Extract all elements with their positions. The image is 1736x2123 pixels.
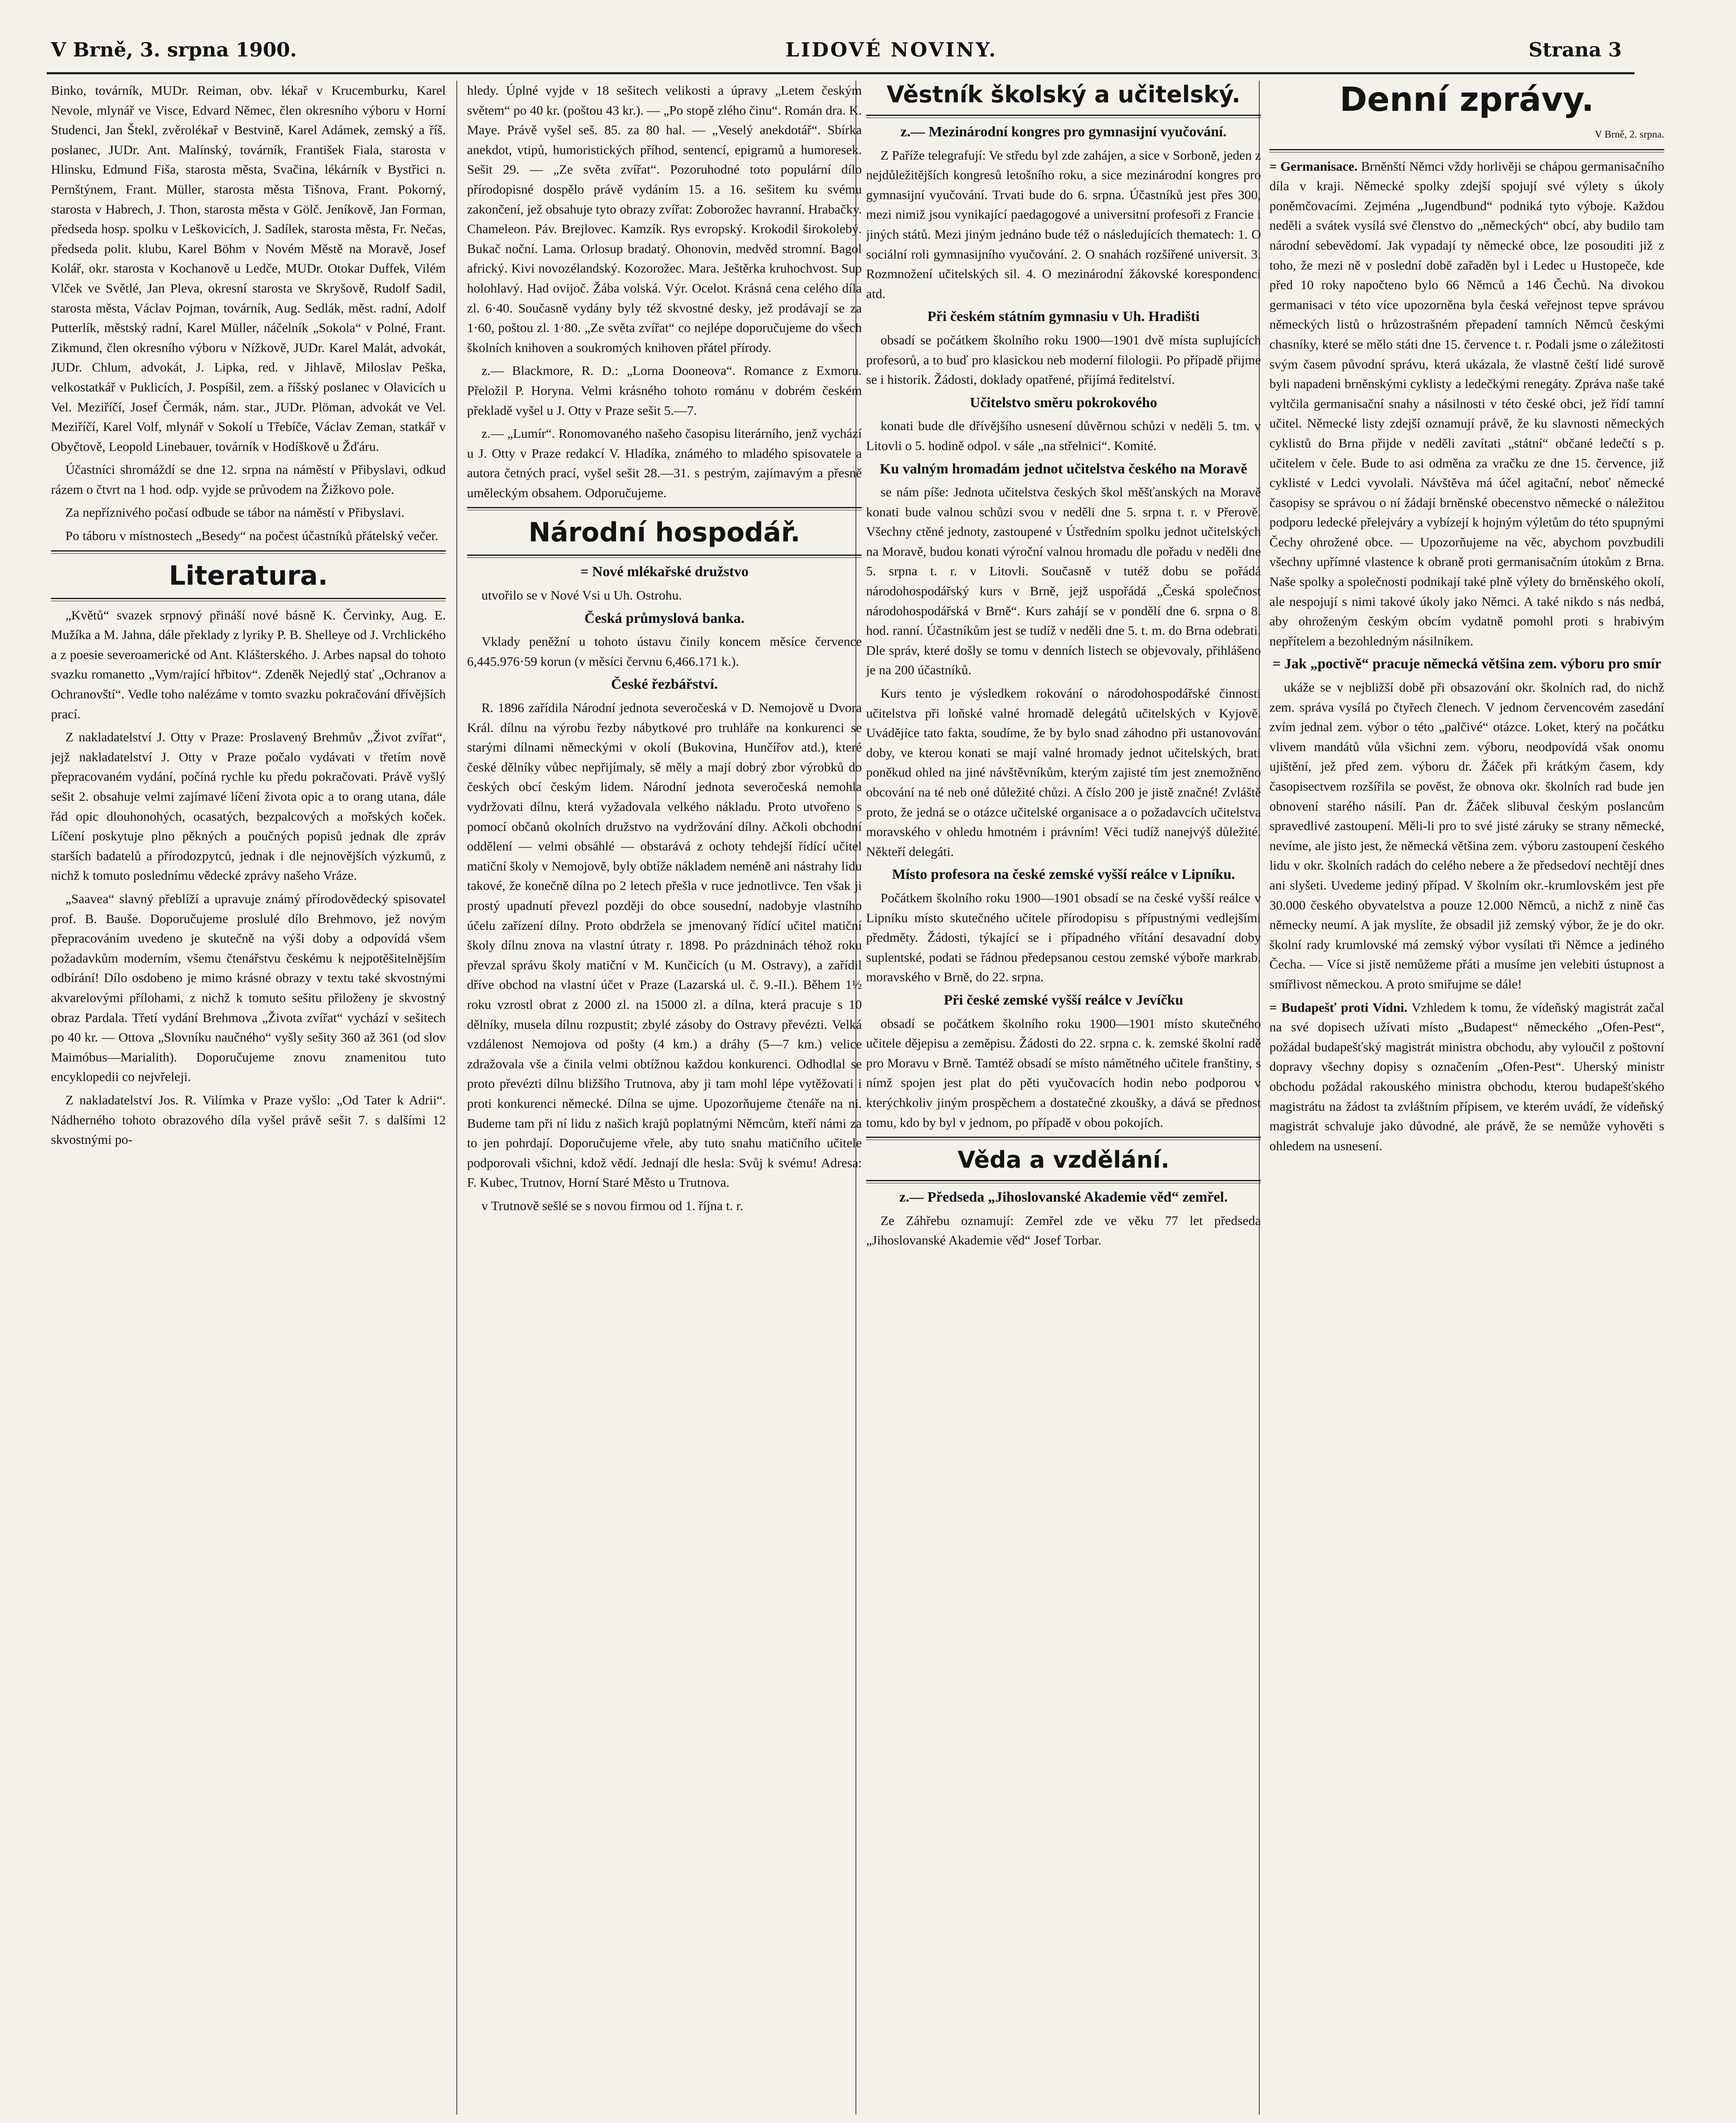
section-rule [866, 115, 1261, 118]
column-2 [467, 81, 862, 2119]
article-heading: z.— Předseda „Jihoslovanské Akademie věd“ zemřel. [899, 1189, 1228, 1205]
article-paragraph: obsadí se počátkem školního roku 1900—1901 dvě místa suplujících profesorů, a to buď pro klasickou neb moderní filologii. Po případě přijme se i historik. Žádosti, doklady opatřené, přijímá ředitelství. [866, 332, 1261, 387]
article-paragraph: z.— Blackmore, R. D.: „Lorna Dooneova“. Romance z Exmoru. Přeložil P. Horyna. Velmi krásného tohoto románu v dobrém českém překladě vyšel u J. Otty v Praze sešit 5.—7. [467, 363, 862, 418]
section-rule [467, 507, 862, 510]
masthead-rule [47, 72, 1635, 74]
article-heading: = Germanisace. [1269, 158, 1358, 174]
article-heading: Ku valným hromadám jednot učitelstva českého na Moravě [880, 461, 1247, 477]
article-paragraph: se nám píše: Jednota učitelstva českých škol měšťanských na Moravě konati bude valnou schůzi svou v neděli dne 5. srpna t. r. v Přerově. Všechny ctěné jednoty, zastoupené v Ústředním spolku jednot učitelských na Moravě, budou konati výroční valnou hromadu dle pořadu v neděli dne 5. srpna t. r. v Litovli. Současně v tutéž dobu se pořádá národohospodářský kurs v Brně, jejž uspořádá „Česká společnost národohospodářská v Brně“. Kurs zahájí se v pondělí dne 6. srpna o 8. hod. ranní. Účastníkům jest se tudíž v neděli dne 5. t. m. do Brna odebrati. Dle správ, které došly se tomu v denních listech se objevovaly, přihlášeno je na 200 účastníků. [866, 484, 1261, 678]
article-paragraph: Kurs tento je výsledkem rokování o národohospodářské činnosti učitelstva při loňské valné hromadě delegátů učitelských v Kyjově. Uvádějíce tato fakta, soudíme, že by bylo snad záhodno při ustanovování doby, ve kterou konati se mají valné hromady jednot učitelských, brati poněkud ohled na jiné návštěvníkům, kterým zajisté tím jest znemožněno obcování na té neb oné důležité chůzi. A číslo 200 je jistě značné! Zvláště proto, že jedná se o otázce učitelské organisace a o požadavcích učitelstva moravského v ohledu hmotném i právním! Věci tudíž nanejvýš důležité. Někteří delegáti. [866, 686, 1261, 859]
article-paragraph: „Saavea“ slavný přeblíží a upravuje známý přírodovědecký spisovatel prof. B. Bauše. Doporučujeme proslulé dílo Brehmovo, jež novým přepracováním uvedeno je skutečně na výši doby a odpovídá všem požadavkům moderním, všemu čtenářstvu českému k nejpotěšitelnějším odbírání! Dílo osdobeno je mimo krásné obrazy v textu také skvostnými akvarelovými přílohami, z nichž k tomuto sešitu přiloženy je skvostný obraz Pardala. Třetí vydání Brehmova „Života zvířat“ vychází v sešitech po 40 kr. — Ottova „Slovníku naučného“ vyšly sešity 360 až 361 (od slov Maimóbus—Marialith). Doporučujeme znovu znamenitou tuto encyklopedii co nejvřeleji. [51, 891, 446, 1084]
article-heading: Učitelstvo směru pokrokového [970, 394, 1157, 411]
section-heading-vestnik: Věstník školský a učitelský. [886, 81, 1241, 108]
article-paragraph: Vzhledem k tomu, že vídeňský magistrát začal na své dopisech užívati místo „Budapest“ německého „Ofen-Pest“, požádal budapešťský magistrát ministra obchodu, aby vyloučil z poštovní dopravy všechny dopisy s označením „Ofen-Pest“. Uherský ministr obchodu požádal rakouského ministra obchodu, kterou budapešťského magistrátu na žádost ta zvláštním přípisem, ve kterém uvádí, že vídeňský magistrát schvaluje jako důvodné, ale právě, že se nemůže vyhověti s ohledem na usnesení. [1269, 1000, 1664, 1153]
section-heading-denni-zpravy: Denní zprávy. [1339, 81, 1594, 119]
article-heading-inline [1269, 157, 1664, 651]
article-paragraph: Z nakladatelství J. Otty v Praze: Proslavený Brehmův „Život zvířat“, jejž nakladatelství J. Otty v Praze počalo vydávati v třetím nově přepracovaném vydání, počíná rychle ku předu pokračovati. Právě vyšlý sešit 2. obsahuje velmi zajímavé líčení života opic a to orang utana, dále řád opic dlouhonohých, ocasatých, bezpalcových a mořských koček. Líčení poskytuje plno pěkných a poučných popisů jednak dle zpráv starších badatelů a přírodozpytců, jednak i dle nejnovějších výzkumů, z nichž k tomuto poslednímu vědecké zprávy našeho Vráze. [51, 729, 446, 883]
dateline: V Brně, 2. srpna. [1595, 129, 1664, 140]
masthead [51, 38, 1622, 68]
article-heading: České řezbářství. [611, 676, 718, 693]
section-rule [467, 555, 862, 558]
article-paragraph: ukáže se v nejbližší době při obsazování okr. školních rad, do nichž zem. správa vysílá po čtyřech členech. V jednom červencovém zasedání zvím jednal zem. výbor o této „palčivé“ otázce. Loket, který na počátku vlivem mandátů vůla všichni zem. výboru, neodpovídá však onomu ujištění, jež před zem. výboru dr. Žáček při krátkým časem, kdy časopisectvem rozšířila se pověst, že obnova okr. školních rad bude jen obnovení starého násilí. Pan dr. Žáček slibuval českým poslancům spravedlivé zastoupení. Měli-li pro to své jisté záruky se strany německé, nevíme, ale jisto jest, že německá většina zem. výboru zastoupení českého lidu v okr. školních radách do celého nebere a že předsedoví nechtějí dnes ani slyšeti. Uvedeme jediný případ. V školním okr.-krumlovském jest pře 30.000 českého obyvatelstva a pouze 12.000 Němců, a nichž z nině čas německy neumí. A jak myslíte, že obsadil již zemský výbor, že je do okr. školní rady krumlovské má zemský výbor vysílati tři Němce a jediného Čecha. — Více si jistě nemůžeme přáti a musíme jen velebiti ústupnost a smířlivost německou. A proto smiřujme se dále! [1269, 680, 1664, 991]
article-paragraph: Binko, továrník, MUDr. Reiman, obv. lékař v Krucemburku, Karel Nevole, mlynář ve Visce, Edvard Němec, člen okresního výboru v Horní Studenci, Jan Štekl, zvěrolékař v Bestvině, Karel Adámek, zemský a říš. poslanec, JUDr. Ant. Malínský, továrník, František Fiala, starosta v Hlinsku, Edmund Fiša, starosta města, Svačina, lékárník v Bystřici n. Pernštýnem, Frant. Müller, starosta města Tišnova, Frant. Pokorný, starosta v Habrech, J. Thon, starosta města v Gölč. Jeníkově, Jan Forman, předseda hosp. spolku v Leškovicích, J. Sadílek, starosta města, Fr. Nečas, předseda polit. klubu, Karel Böhm v Novém Městě na Moravě, Josef Kolář, okr. starosta v Kochanově u Ledče, MUDr. Otokar Duffek, Vilém Vlček ve Světlé, Jan Pleva, okresní starosta ve Skryšově, Rudolf Sadil, starosta města, Václav Pojman, továrník, Aug. Sedlák, měst. radní, Adolf Putterlík, městský radní, Karel Müller, náčelník „Sokola“ v Polné, Frant. Zikmund, člen okresního výboru v Nížkově, JUDr. Karel Malát, advokát, JUDr. Chlum, advokát, J. Lipka, red. v Jihlavě, Miloslav Peška, velkostatkář v Puklicích, J. Pospíšil, zem. a říšský poslanec v Olavicích u Vel. Meziříčí, Josef Čermák, nám. star., JUDr. Plöman, advokát ve Vel. Meziříčí, Karel Volf, mlynář v Sokolí u Třebíče, Václav Zeman, statkář v Obyčtově, Leopold Linebauer, továrník v Hodíškově u Žďáru. [51, 83, 446, 454]
article-heading: = Budapešť proti Vídni. [1269, 1000, 1407, 1015]
article-heading: z.— Mezinárodní kongres pro gymnasijní vyučování. [900, 124, 1227, 140]
section-rule [1269, 149, 1664, 152]
article-heading-inline [1269, 998, 1664, 1156]
article-paragraph: z.— „Lumír“. Ronomovaného našeho časopisu literárního, jenž vychází u J. Otty v Praze redakcí V. Hladíka, známého to mladého spisovatele a autora četných prací, vyšel sešit 28.—31. s pestrým, zajímavým a přesně uměleckým obsahem. Odporučujeme. [467, 426, 862, 500]
section-rule [51, 550, 446, 554]
column-divider [456, 81, 457, 2115]
masthead-page-number: Strana 3 [1528, 38, 1622, 61]
section-heading-narodni-hospodar: Národní hospodář. [528, 517, 801, 548]
section-rule [51, 598, 446, 601]
article-paragraph: Z Paříže telegrafují: Ve středu byl zde zahájen, a sice v Sorboně, jeden z nejdůležitějších kongresů letošního roku, a sice mezinárodní kongres pro gymnasijní vyučování. Trvati bude do 6. srpna. Účastníků jest přes 300, mezi nimiž jsou vynikající paedagogové a universitní profesoři z Francie i jiných států. Mezi jiným jednáno bude též o následujících thematech: 1. O sociální roli gymnasijního vyučování. 2. O snahách rozšířené universit. 3. Rozmnožení učitelských sil. 4. O mezinárodní žákovské korespondenci atd. [866, 147, 1261, 301]
section-rule [866, 1180, 1261, 1183]
article-heading: = Jak „poctivě“ pracuje německá většina zem. výboru pro smír [1272, 656, 1661, 672]
article-paragraph: Vklady peněžní u tohoto ústavu činily koncem měsíce července 6,445.976·59 korun (v měsíci červnu 6,466.171 k.). [467, 634, 862, 669]
masthead-title: LIDOVÉ NOVINY. [785, 38, 998, 61]
article-paragraph: hledy. Úplné vyjde v 18 sešitech velikosti a úpravy „Letem českým světem“ po 40 kr. (poštou 43 kr.). — „Po stopě zlého činu“. Román dra. K. Maye. Právě vyšel seš. 85. za 80 hal. — „Veselý anekdotář“. Sbírka anekdot, vtipů, humoristických příhod, sentencí, epigramů a humoresek. Sešit 29. — „Ze světa zvířat“. Pozoruhodné toto populární dílo přírodopisné dospělo právě vydáním 15. a 16. sešitem ku svému zakončení, jež obsahuje tyto obrazy zvířat: Zoborožec havranní. Hrabačky. Chameleon. Páv. Brejlovec. Kamzík. Rys evropský. Krokodil širokolebý. Bukač noční. Lama. Orlosup bradatý. Ohonovin, medvěd stromní. Bagol africký. Kivi novozélandský. Kozorožec. Mara. Ještěrka kruhochvost. Sup holohlavý. Had ovijoč. Žába volská. Výr. Ocelot. Krásná cena celého díla zl. 6·40. Současně vydány byly též skvostné desky, jež prodávají se za 1·60, poštou zl. 1·80. „Ze světa zvířat“ co nejlépe doporučujeme do všech školních knihoven a soukromých knihoven přátel přírody. [467, 83, 862, 355]
article-paragraph: „Květů“ svazek srpnový přináší nové básně K. Červinky, Aug. E. Mužíka a M. Jahna, dále překlady z lyriky P. B. Shelleye od J. Vrchlického a z poesie severoamerické od Ant. Klášterského. J. Arbes napsal do tohoto svazku romanetto „Vym/rající hřbitov“. Zdeněk Nejedlý stať „Ochranov a Ochranovští“. Vedle toho nalézáme v tomto svazku pokračování dřívějších prací. [51, 607, 446, 721]
article-paragraph: Účastníci shromáždí se dne 12. srpna na náměstí v Přibyslavi, odkud rázem o čtvrt na 1 hod. odp. vyjde se průvodem na Žižkovo pole. [51, 462, 446, 497]
article-heading: Při české zemské vyšší reálce v Jevíčku [943, 992, 1183, 1008]
article-paragraph: obsadí se počátkem školního roku 1900—1901 místo skutečného učitele dějepisu a zeměpisu. Žádosti do 22. srpna c. k. zemské školní radě pro Moravu v Brně. Tamtéž obsadí se místo námětného učitele franštiny, s nímž spojen jest plat do pěti vyučovacích hodin nebo podporou v kterýchkoliv jiným prospěchem a dostatečné zkoušky, a dává se přednost tomu, kdo by byl v jednom, po případě v obou pokojích. [866, 1016, 1261, 1130]
masthead-date: V Brně, 3. srpna 1900. [51, 38, 297, 61]
article-heading: Místo profesora na české zemské vyšší reálce v Lipníku. [892, 867, 1235, 883]
article-heading: = Nové mlékařské družstvo [580, 564, 749, 580]
column-3 [866, 81, 1261, 2119]
column-4 [1269, 81, 1664, 2119]
column-1 [51, 81, 446, 2119]
article-paragraph: Brněnští Němci vždy horlivěji se chápou germanisačního díla v kraji. Německé spolky zdejší spojují své výlety s úkoly poněmčovacími. Zejména „Jugendbund“ podniká tyto výboje. Každou neděli a svátek vysílá své členstvo do „německých“ obcí, aby budilo tam národní sebevědomí. Jak vypadají ty německé obce, lze posouditi již z toho, že mezi ně v poslední době zařaděn byl i Ledec u Hustopeče, kde před 10 roky napočteno bylo 66 Němců a 146 Čechů. Na divokou germanisaci v této více upozorněna byla česká veřejnost tepve správou německých listů o hrůzostrašném přepadení tamních Němců českými chasníky, které se mělo státi dne 15. července t. r. Podali jsme o záležitosti svým časem původní správu, která ukázala, že vlastně čeští lidé surově byli napadeni brněnskými cyklisty a ledečkými renegáty. Zpráva naše také vyltčila germanisační snahy a násilnosti v této české obci, jež řídí tamní učitel. Německé listy zdejší oznamují právě, že ku slavnosti německých cyklistů do Brna přijde v neděli zavítati „státní“ občané ledečtí s p. učitelem v čele. Bude to asi odměna za vračku ze dne 15. července, již cyklisté v Ledci vyvolali. Návštěva má účel agitační, neboť německé časopisy se správou o ní žádají brněnské obecenstvo německé o náležitou podporu ledecké přelejváry a vybízejí k hojným výletům do této spupnými Čechy ohrožené obce. — Upozorňujeme na věc, abychom povzbudili všechny upřímné vlastence k obraně proti germanisačním útokům z Brna. Naše spolky a společnosti podnikají také plně výlety do brněnského okolí, ale nespojují s nimi takové úkoly jako Němci. A také nikdo s nás nedbá, aby ohroženým českým obcím vydatně pomohl proti s hrabivým nepřítelem a bezohledným násilníkem. [1269, 158, 1664, 648]
section-heading-literatura: Literatura. [169, 560, 328, 591]
article-heading: Česká průmyslová banka. [584, 610, 745, 626]
article-paragraph: utvořilo se v Nové Vsi u Uh. Ostrohu. [481, 588, 682, 603]
section-rule [866, 1137, 1261, 1140]
article-paragraph: Za nepříznivého počasí odbude se tábor na náměstí v Přibyslavi. [65, 505, 405, 520]
article-paragraph: v Trutnově sešlé se s novou firmou od 1. října t. r. [481, 1198, 743, 1213]
article-paragraph: Počátkem školního roku 1900—1901 obsadí se na české vyšší reálce v Lipníku místo skutečného učitele přírodopisu s přípustnými vedlejšími předměty. Žádosti, týkající se i případného vřítání desavadní doby suplentské, podati se řádnou předepsanou cestou zemské výboře markrab. moravského v Brně, do 22. srpna. [866, 890, 1261, 985]
article-paragraph: Po táboru v místnostech „Besedy“ na počest účastníků přátelský večer. [65, 528, 439, 543]
section-heading-veda: Věda a vzdělání. [957, 1146, 1170, 1174]
article-paragraph: konati bude dle dřívějšího usnesení důvěrnou schůzi v neděli 5. tm. v Litovli o 5. hodině odpol. v sále „na střelnici“. Komité. [866, 418, 1261, 453]
article-paragraph: R. 1896 zařídila Národní jednota severočeská v D. Nemojově u Dvora Král. dílnu na výrobu řezby nábytkové pro truhláře na konkurenci se starými dílnami německými v okolí (Bukovina, Hunčířov atd.), které české dělníky vůbec nepřijímaly, sě měly a mají dobrý zbor výrobků do českých obcí českým lidem. Národní jednota severočeská nemohla vydržovati dílnu, která vyžadovala velkého nákladu. Proto utvořeno s pomocí občanů okolních družstvo na vydržování dílny. Ačkoli obchodní oddělení — velmi obsáhlé — obstarává z ochoty tehdejší řídící učitel matiční školy v Nemojově, byly obtíže nákladem neméně ani nástrahy lidu takové, že konečně dílna po 2 letech přešla v ruce jednotlivce. Ten však ji prostý upadnutí převezl později do obce sousední, nadobyje vlastního účelu zařízení dílny. Proto obdržela se jmenovaný řídící učitel matiční školy dílnu znova na vlastní útraty r. 1898. Po prázdninách téhož roku převzal správu školy matiční v M. Kunčicích (u M. Ostravy), a zařídil dříve obchod na vlastní účet v Praze (Lazarská ul. č. 9.-II.). Během 1½ roku vzrostl obrat z 2000 zl. na 15000 zl. a dílna, která pracuje s 10 dělníky, musela dílnu rozpustit; zbylé zásoby do Ostravy převézti. Velká vzdálenost Nemojova od pošty (4 km.) a dráhy (5—7 km.) velice zdražovala vše a činila velmi obtížnou každou konkurenci. Odhodlal se proto převézti dílnu bližšího Trutnova, aby ji tam mohl lépe vytěžovati i proti konkurenci německé. Dílna se ujme. Upozorňujeme čtenáře na ni. Budeme tam při ní lidu z našich krajů poplatnými Němcům, kteří námi za to jen pohrdají. Doporučujeme vřele, aby tuto snahu matičního učitele podporovali všichni, kdož vědí. Jednají dle hesla: Svůj k svému! Adresa: F. Kubec, Trutnov, Horní Staré Město u Trutnova. [467, 700, 862, 1190]
article-paragraph: Z nakladatelství Jos. R. Vilímka v Praze vyšlo: „Od Tater k Adrii“. Nádherného tohoto obrazového díla vyšel právě sešit 7. s dalšími 12 skvostnými po- [51, 1092, 446, 1147]
article-paragraph: Ze Záhřebu oznamují: Zemřel zde ve věku 77 let předseda „Jihoslovanské Akademie věd“ Josef Torbar. [866, 1213, 1261, 1248]
article-heading: Při českém státním gymnasiu v Uh. Hradišti [927, 309, 1200, 325]
